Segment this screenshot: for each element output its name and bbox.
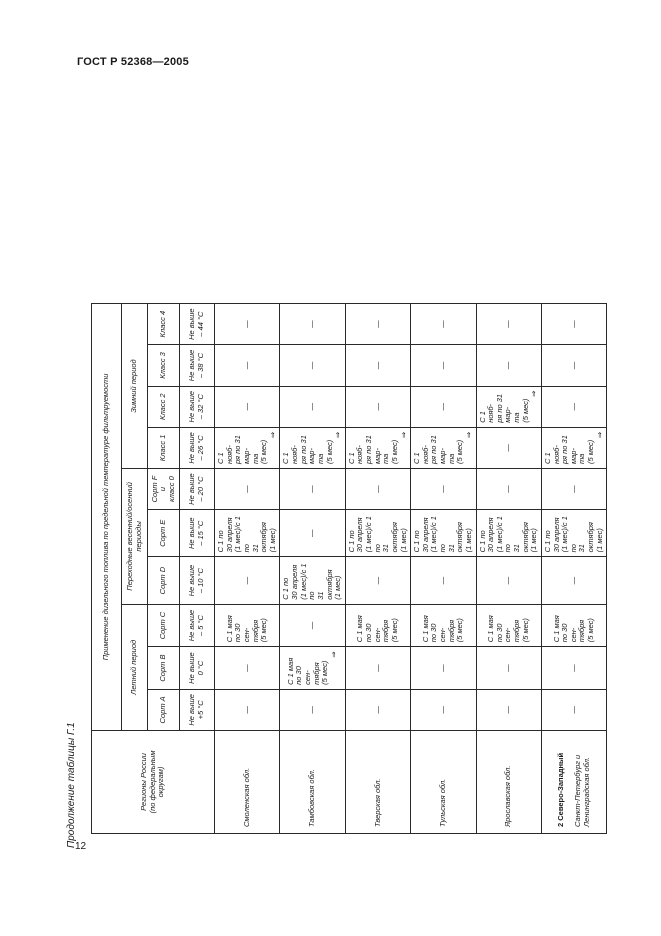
main-header: Применение дизельного топлива по предельной температуре фильтруемости bbox=[92, 304, 122, 731]
temperature-limit: Не выше 0 °С bbox=[180, 647, 215, 690]
period-cell: С 1 нояб- ря по 31 мар- та (5 мес) ⇒ bbox=[476, 386, 541, 427]
not-applicable-cell: — bbox=[280, 689, 345, 730]
table-row bbox=[280, 304, 345, 834]
not-applicable-cell: — bbox=[541, 647, 606, 690]
not-applicable-cell: — bbox=[280, 304, 345, 345]
section-heading: 2 Северо-Западный bbox=[555, 752, 565, 827]
grade-header: Класс 2 bbox=[148, 386, 180, 427]
not-applicable-cell: — bbox=[345, 689, 410, 730]
temperature-limit: Не выше – 15 °С bbox=[180, 510, 215, 557]
not-applicable-cell: — bbox=[541, 689, 606, 730]
region-cell: Тамбовская обл. bbox=[280, 730, 345, 833]
grade-header: Класс 4 bbox=[148, 304, 180, 345]
region-cell: Тульская обл. bbox=[411, 730, 476, 833]
not-applicable-cell: — bbox=[215, 469, 280, 510]
region-cell: Смоленская обл. bbox=[215, 730, 280, 833]
temperature-limit: Не выше – 32 °С bbox=[180, 386, 215, 427]
period-cell: С 1 мая по 30 сен- тября (5 мес) bbox=[215, 604, 280, 647]
period-cell: С 1 по 30 апреля (1 мес)/с 1 по 31 октября (1 мес) bbox=[411, 510, 476, 557]
not-applicable-cell: — bbox=[215, 345, 280, 386]
not-applicable-cell: — bbox=[411, 689, 476, 730]
grade-header: Сорт Е bbox=[148, 510, 180, 557]
not-applicable-cell: — bbox=[215, 647, 280, 690]
not-applicable-cell: — bbox=[215, 304, 280, 345]
not-applicable-cell: — bbox=[476, 345, 541, 386]
table-container bbox=[91, 90, 622, 834]
not-applicable-cell: — bbox=[541, 345, 606, 386]
not-applicable-cell: — bbox=[280, 604, 345, 647]
not-applicable-cell: — bbox=[280, 386, 345, 427]
group-transitional: Переходные весенний/осенний периоды bbox=[122, 469, 148, 605]
grade-header: Класс 1 bbox=[148, 427, 180, 468]
not-applicable-cell: — bbox=[411, 386, 476, 427]
table-row bbox=[411, 304, 476, 834]
temperature-limit: Не выше – 5 °С bbox=[180, 604, 215, 647]
temperature-limit: Не выше – 44 °С bbox=[180, 304, 215, 345]
period-cell: С 1 по 30 апреля (1 мес)/с 1 по 31 октября (1 мес) bbox=[476, 510, 541, 557]
table-row bbox=[476, 304, 541, 834]
region-cell: 2 Северо-Западный Санкт-Петербург и Ленинградская обл. bbox=[541, 730, 606, 833]
period-cell: С 1 по 30 апреля (1 мес)/с 1 по 31 октября (1 мес) bbox=[215, 510, 280, 557]
fuel-application-table bbox=[91, 303, 607, 834]
table-continuation-caption: Продолжение таблицы Г.1 bbox=[66, 722, 77, 848]
not-applicable-cell: — bbox=[476, 469, 541, 510]
document-header: ГОСТ Р 52368—2005 bbox=[77, 56, 189, 68]
period-cell: С 1 по 30 апреля (1 мес)/с 1 по 31 октября (1 мес) bbox=[541, 510, 606, 557]
not-applicable-cell: — bbox=[345, 647, 410, 690]
not-applicable-cell: — bbox=[476, 304, 541, 345]
table-row bbox=[541, 304, 606, 834]
not-applicable-cell: — bbox=[411, 469, 476, 510]
grade-header: Сорт В bbox=[148, 647, 180, 690]
grade-header: Сорт F и класс 0 bbox=[148, 469, 180, 510]
not-applicable-cell: — bbox=[476, 689, 541, 730]
grade-header: Класс 3 bbox=[148, 345, 180, 386]
period-cell: С 1 мая по 30 сен- тября (5 мес) ⇒ bbox=[280, 647, 345, 690]
temperature-limit: Не выше +5 °С bbox=[180, 689, 215, 730]
not-applicable-cell: — bbox=[411, 557, 476, 604]
period-cell: С 1 по 30 апреля (1 мес)/с 1 по 31 октября (1 мес) bbox=[345, 510, 410, 557]
not-applicable-cell: — bbox=[411, 304, 476, 345]
header-row-main bbox=[92, 304, 122, 834]
not-applicable-cell: — bbox=[345, 557, 410, 604]
not-applicable-cell: — bbox=[411, 345, 476, 386]
not-applicable-cell: — bbox=[541, 469, 606, 510]
temperature-limit: Не выше – 20 °С bbox=[180, 469, 215, 510]
grade-header: Сорт С bbox=[148, 604, 180, 647]
not-applicable-cell: — bbox=[215, 689, 280, 730]
grade-header: Сорт D bbox=[148, 557, 180, 604]
table-row bbox=[215, 304, 280, 834]
not-applicable-cell: — bbox=[476, 647, 541, 690]
page-number: 12 bbox=[75, 841, 87, 852]
not-applicable-cell: — bbox=[280, 345, 345, 386]
period-cell: С 1 нояб- ря по 31 мар- та (5 мес) ⇒ bbox=[411, 427, 476, 468]
period-cell: С 1 по 30 апреля (1 мес)/с 1 по 31 октября (1 мес) bbox=[280, 557, 345, 604]
grade-header: Сорт А bbox=[148, 689, 180, 730]
group-summer: Летний период bbox=[122, 604, 148, 730]
not-applicable-cell: — bbox=[345, 304, 410, 345]
temperature-limit: Не выше – 26 °С bbox=[180, 427, 215, 468]
period-cell: С 1 нояб- ря по 31 мар- та (5 мес) ⇒ bbox=[541, 427, 606, 468]
not-applicable-cell: — bbox=[345, 469, 410, 510]
not-applicable-cell: — bbox=[541, 557, 606, 604]
table-row bbox=[345, 304, 410, 834]
temperature-limit: Не выше – 10 °С bbox=[180, 557, 215, 604]
not-applicable-cell: — bbox=[215, 557, 280, 604]
period-cell: С 1 нояб- ря по 31 мар- та (5 мес) ⇒ bbox=[215, 427, 280, 468]
not-applicable-cell: — bbox=[345, 345, 410, 386]
not-applicable-cell: — bbox=[280, 469, 345, 510]
not-applicable-cell: — bbox=[476, 427, 541, 468]
not-applicable-cell: — bbox=[345, 386, 410, 427]
not-applicable-cell: — bbox=[215, 386, 280, 427]
group-winter: Зимний период bbox=[122, 304, 148, 469]
region-cell: Тверская обл. bbox=[345, 730, 410, 833]
period-cell: С 1 мая по 30 сен- тября (5 мес) bbox=[411, 604, 476, 647]
not-applicable-cell: — bbox=[541, 386, 606, 427]
period-cell: С 1 нояб- ря по 31 мар- та (5 мес) ⇒ bbox=[345, 427, 410, 468]
not-applicable-cell: — bbox=[280, 510, 345, 557]
period-cell: С 1 нояб- ря по 31 мар- та (5 мес) ⇒ bbox=[280, 427, 345, 468]
period-cell: С 1 мая по 30 сен- тября (5 мес) bbox=[476, 604, 541, 647]
not-applicable-cell: — bbox=[476, 557, 541, 604]
period-cell: С 1 мая по 30 сен- тября (5 мес) bbox=[345, 604, 410, 647]
not-applicable-cell: — bbox=[541, 304, 606, 345]
region-cell: Ярославская обл. bbox=[476, 730, 541, 833]
region-header: Регионы России (по федеральным округам) bbox=[92, 730, 215, 833]
period-cell: С 1 мая по 30 сен- тября (5 мес) bbox=[541, 604, 606, 647]
temperature-limit: Не выше – 38 °С bbox=[180, 345, 215, 386]
not-applicable-cell: — bbox=[411, 647, 476, 690]
